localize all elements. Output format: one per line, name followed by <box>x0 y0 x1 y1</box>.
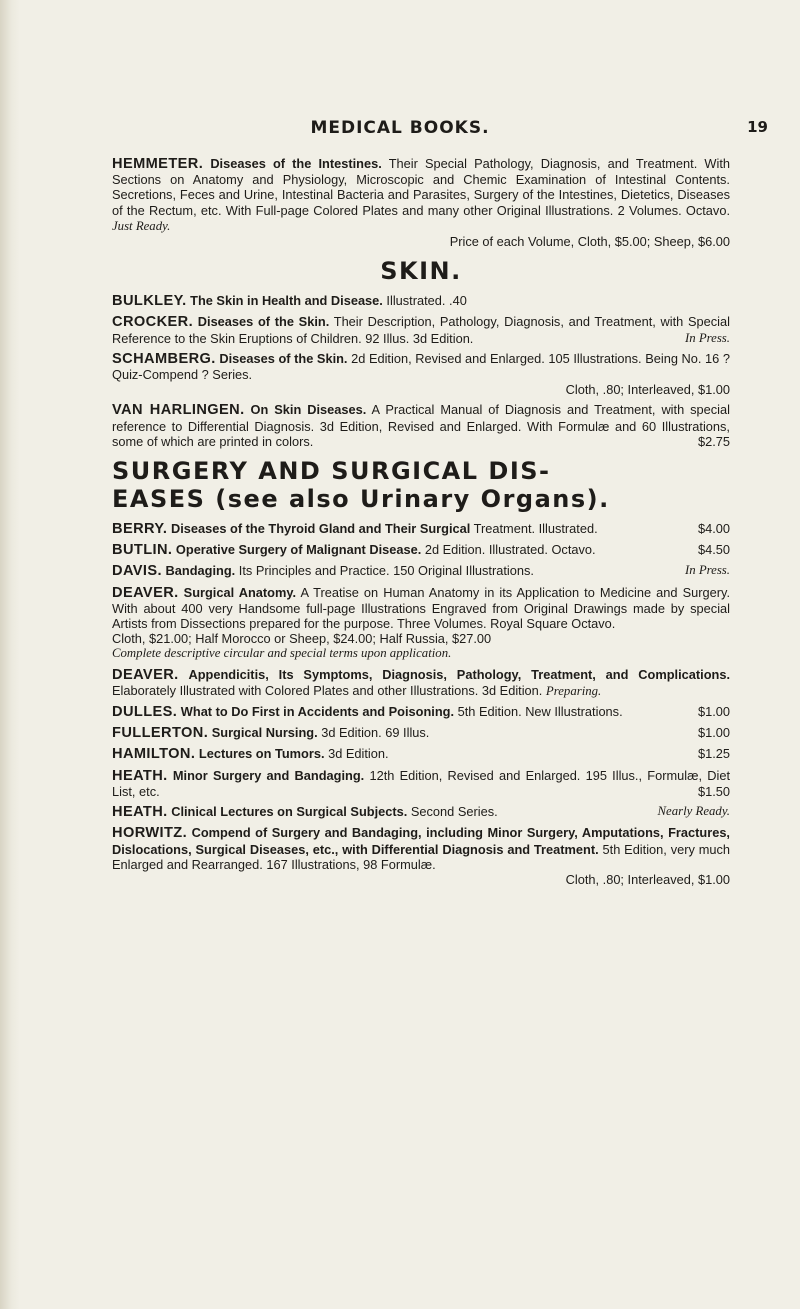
catalog-entry-berry <box>112 521 730 537</box>
entry-status: Just Ready. <box>112 218 171 233</box>
entry-status: In Press. <box>684 330 730 345</box>
entry-price: $1.25 <box>697 746 730 762</box>
entry-description: 12th Edition, Revised and Enlarged. 195 Illus., Formulæ, Diet List, etc. <box>112 767 731 799</box>
running-head: MEDICAL BOOKS. <box>310 118 490 138</box>
entry-author: HAMILTON. <box>112 746 196 763</box>
entry-price: Cloth, .80; Interleaved, $1.00 <box>565 382 730 398</box>
entry-author: BERRY. <box>112 521 168 538</box>
entry-title: Diseases of the Skin. <box>197 314 330 330</box>
page-header <box>0 118 800 142</box>
entry-title: Appendicitis, Its Symptoms, Diagnosis, Pathology, Treatment, and Complications. <box>188 666 731 682</box>
catalog-entry-horwitz <box>112 825 730 887</box>
entry-price: .40 <box>449 293 467 309</box>
page-number: 19 <box>747 118 768 136</box>
entry-title: Surgical Nursing. <box>211 725 318 741</box>
entry-description: Illustrated. <box>386 293 446 309</box>
entry-description: A Practical Manual of Diagnosis and Treatment, with special reference to Differential Diagnosis. 3d Edition, Revised and Enlarged. With Formulæ and 60 Illustrations, some of which are printed in colors. <box>112 402 730 449</box>
entry-author: HEATH. <box>112 767 168 784</box>
entry-author: HEATH. <box>112 804 168 821</box>
catalog-entry-deaver-anatomy <box>112 585 730 662</box>
entry-price: $1.00 <box>697 704 730 720</box>
entry-price: $4.00 <box>697 521 730 537</box>
entry-description: 3d Edition. <box>328 746 389 762</box>
entry-price: $1.00 <box>697 725 730 741</box>
entry-title: Clinical Lectures on Surgical Subjects. <box>171 804 408 820</box>
catalog-entry-dulles <box>112 704 730 720</box>
catalog-entry-van-harlingen <box>112 402 730 449</box>
entry-description: 2d Edition, Revised and Enlarged. 105 Illustrations. Being No. 16 ? Quiz-Compend ? Series. <box>112 350 730 383</box>
entry-author: DAVIS. <box>112 563 162 580</box>
entry-description: Its Principles and Practice. 150 Original Illustrations. <box>238 563 534 579</box>
entry-description: A Treatise on Human Anatomy in its Application to Medicine and Surgery. With about 400 very Handsome full-page Illustrations Engraved from Original Drawings made by special Artists from Dissections prepared for the purpose. Three Volumes. Royal Square Octavo. <box>112 584 730 632</box>
entry-price: Price of each Volume, Cloth, $5.00; Sheep, $6.00 <box>449 234 730 250</box>
catalog-entry-hamilton <box>112 746 730 762</box>
entry-author: HEMMETER. <box>112 156 204 172</box>
entry-title: Compend of Surgery and Bandaging, including Minor Surgery, Amputations, Fractures, Dislocations, Surgical Diseases, etc., with Differential Diagnosis and Treatment. <box>112 825 730 857</box>
entry-title: Diseases of the Skin. <box>219 350 348 366</box>
entry-price: Cloth, .80; Interleaved, $1.00 <box>565 871 730 887</box>
entry-price: $4.50 <box>697 542 730 558</box>
entry-description: Their Description, Pathology, Diagnosis, and Treatment, with Special Reference to the Skin Eruptions of Children. 92 Illus. 3d Edition. <box>112 314 730 346</box>
catalog-entry-davis <box>112 563 730 579</box>
entry-description: Second Series. <box>410 804 498 820</box>
entry-title: Diseases of the Intestines. <box>210 156 382 171</box>
entry-title: Operative Surgery of Malignant Disease. <box>175 542 422 558</box>
catalog-entry-heath-minor-surgery <box>112 768 730 799</box>
entry-description: 3d Edition. 69 Illus. <box>321 725 430 741</box>
entry-title: Surgical Anatomy. <box>183 584 297 600</box>
entry-price: $1.50 <box>697 783 730 799</box>
entry-title: The Skin in Health and Disease. <box>190 293 383 309</box>
catalog-entry-hemmeter <box>112 156 730 249</box>
entry-title: On Skin Diseases. <box>250 402 367 418</box>
entry-description: Their Special Pathology, Diagnosis, and Treatment. With Sections on Anatomy and Physiology, Microscopic and Chemic Examination of Intestinal Contents. Secretions, Feces and Urine, Intestinal Bacteria and Parasites, Surgery of the Intestines, Dietetics, Diseases of the Rectum, etc. With Full-page Colored Plates and many other Original Illustrations. 2 Volumes. Octavo. <box>112 156 730 218</box>
entry-description: 2d Edition. Illustrated. Octavo. <box>424 542 596 558</box>
entry-note: Complete descriptive circular and special terms upon application. <box>112 646 452 661</box>
entry-status: Preparing. <box>545 683 602 698</box>
entry-description: 5th Edition, very much Enlarged and Rearranged. 167 Illustrations, 98 Formulæ. <box>112 841 731 872</box>
entry-author: DEAVER. <box>112 584 179 601</box>
catalog-entry-bulkley <box>112 293 730 309</box>
catalog-entry-deaver-appendicitis <box>112 667 730 699</box>
entry-author: SCHAMBERG. <box>112 350 216 367</box>
section-heading-skin: SKIN. <box>380 257 462 286</box>
entry-author: BUTLIN. <box>112 542 173 559</box>
catalog-entry-butlin <box>112 542 730 558</box>
catalog-entry-heath-clinical-lectures <box>112 804 730 820</box>
page-content <box>112 156 730 892</box>
entry-title: Lectures on Tumors. <box>198 746 325 762</box>
entry-author: FULLERTON. <box>112 725 209 742</box>
entry-description: Treatment. Illustrated. <box>473 521 598 537</box>
entry-title: Bandaging. <box>165 563 236 579</box>
entry-title: Minor Surgery and Bandaging. <box>172 767 365 783</box>
entry-author: CROCKER. <box>112 314 194 331</box>
entry-author: BULKLEY. <box>112 293 187 310</box>
entry-description: 5th Edition. New Illustrations. <box>457 704 623 720</box>
catalog-entry-crocker <box>112 314 730 345</box>
entry-price: Cloth, $21.00; Half Morocco or Sheep, $24.00; Half Russia, $27.00 <box>112 631 492 647</box>
entry-description: Elaborately Illustrated with Colored Plates and other Illustrations. 3d Edition. <box>112 682 543 698</box>
section-heading-line: SURGERY AND SURGICAL DIS- <box>112 457 551 486</box>
entry-title: What to Do First in Accidents and Poisoning. <box>180 704 455 720</box>
page-edge-shadow <box>0 0 20 1309</box>
entry-price: $2.75 <box>697 433 730 449</box>
entry-author: DEAVER. <box>112 666 179 683</box>
catalog-entry-fullerton <box>112 725 730 741</box>
section-heading-line: EASES (see also Urinary Organs). <box>112 485 610 514</box>
entry-title: Diseases of the Thyroid Gland and Their Surgical <box>170 521 471 537</box>
entry-author: HORWITZ. <box>112 825 188 842</box>
entry-author: DULLES. <box>112 704 178 721</box>
section-heading-surgery <box>112 457 730 513</box>
entry-status: In Press. <box>684 563 730 578</box>
catalog-entry-schamberg <box>112 351 730 398</box>
entry-status: Nearly Ready. <box>657 804 730 819</box>
entry-author: VAN HARLINGEN. <box>112 402 245 419</box>
